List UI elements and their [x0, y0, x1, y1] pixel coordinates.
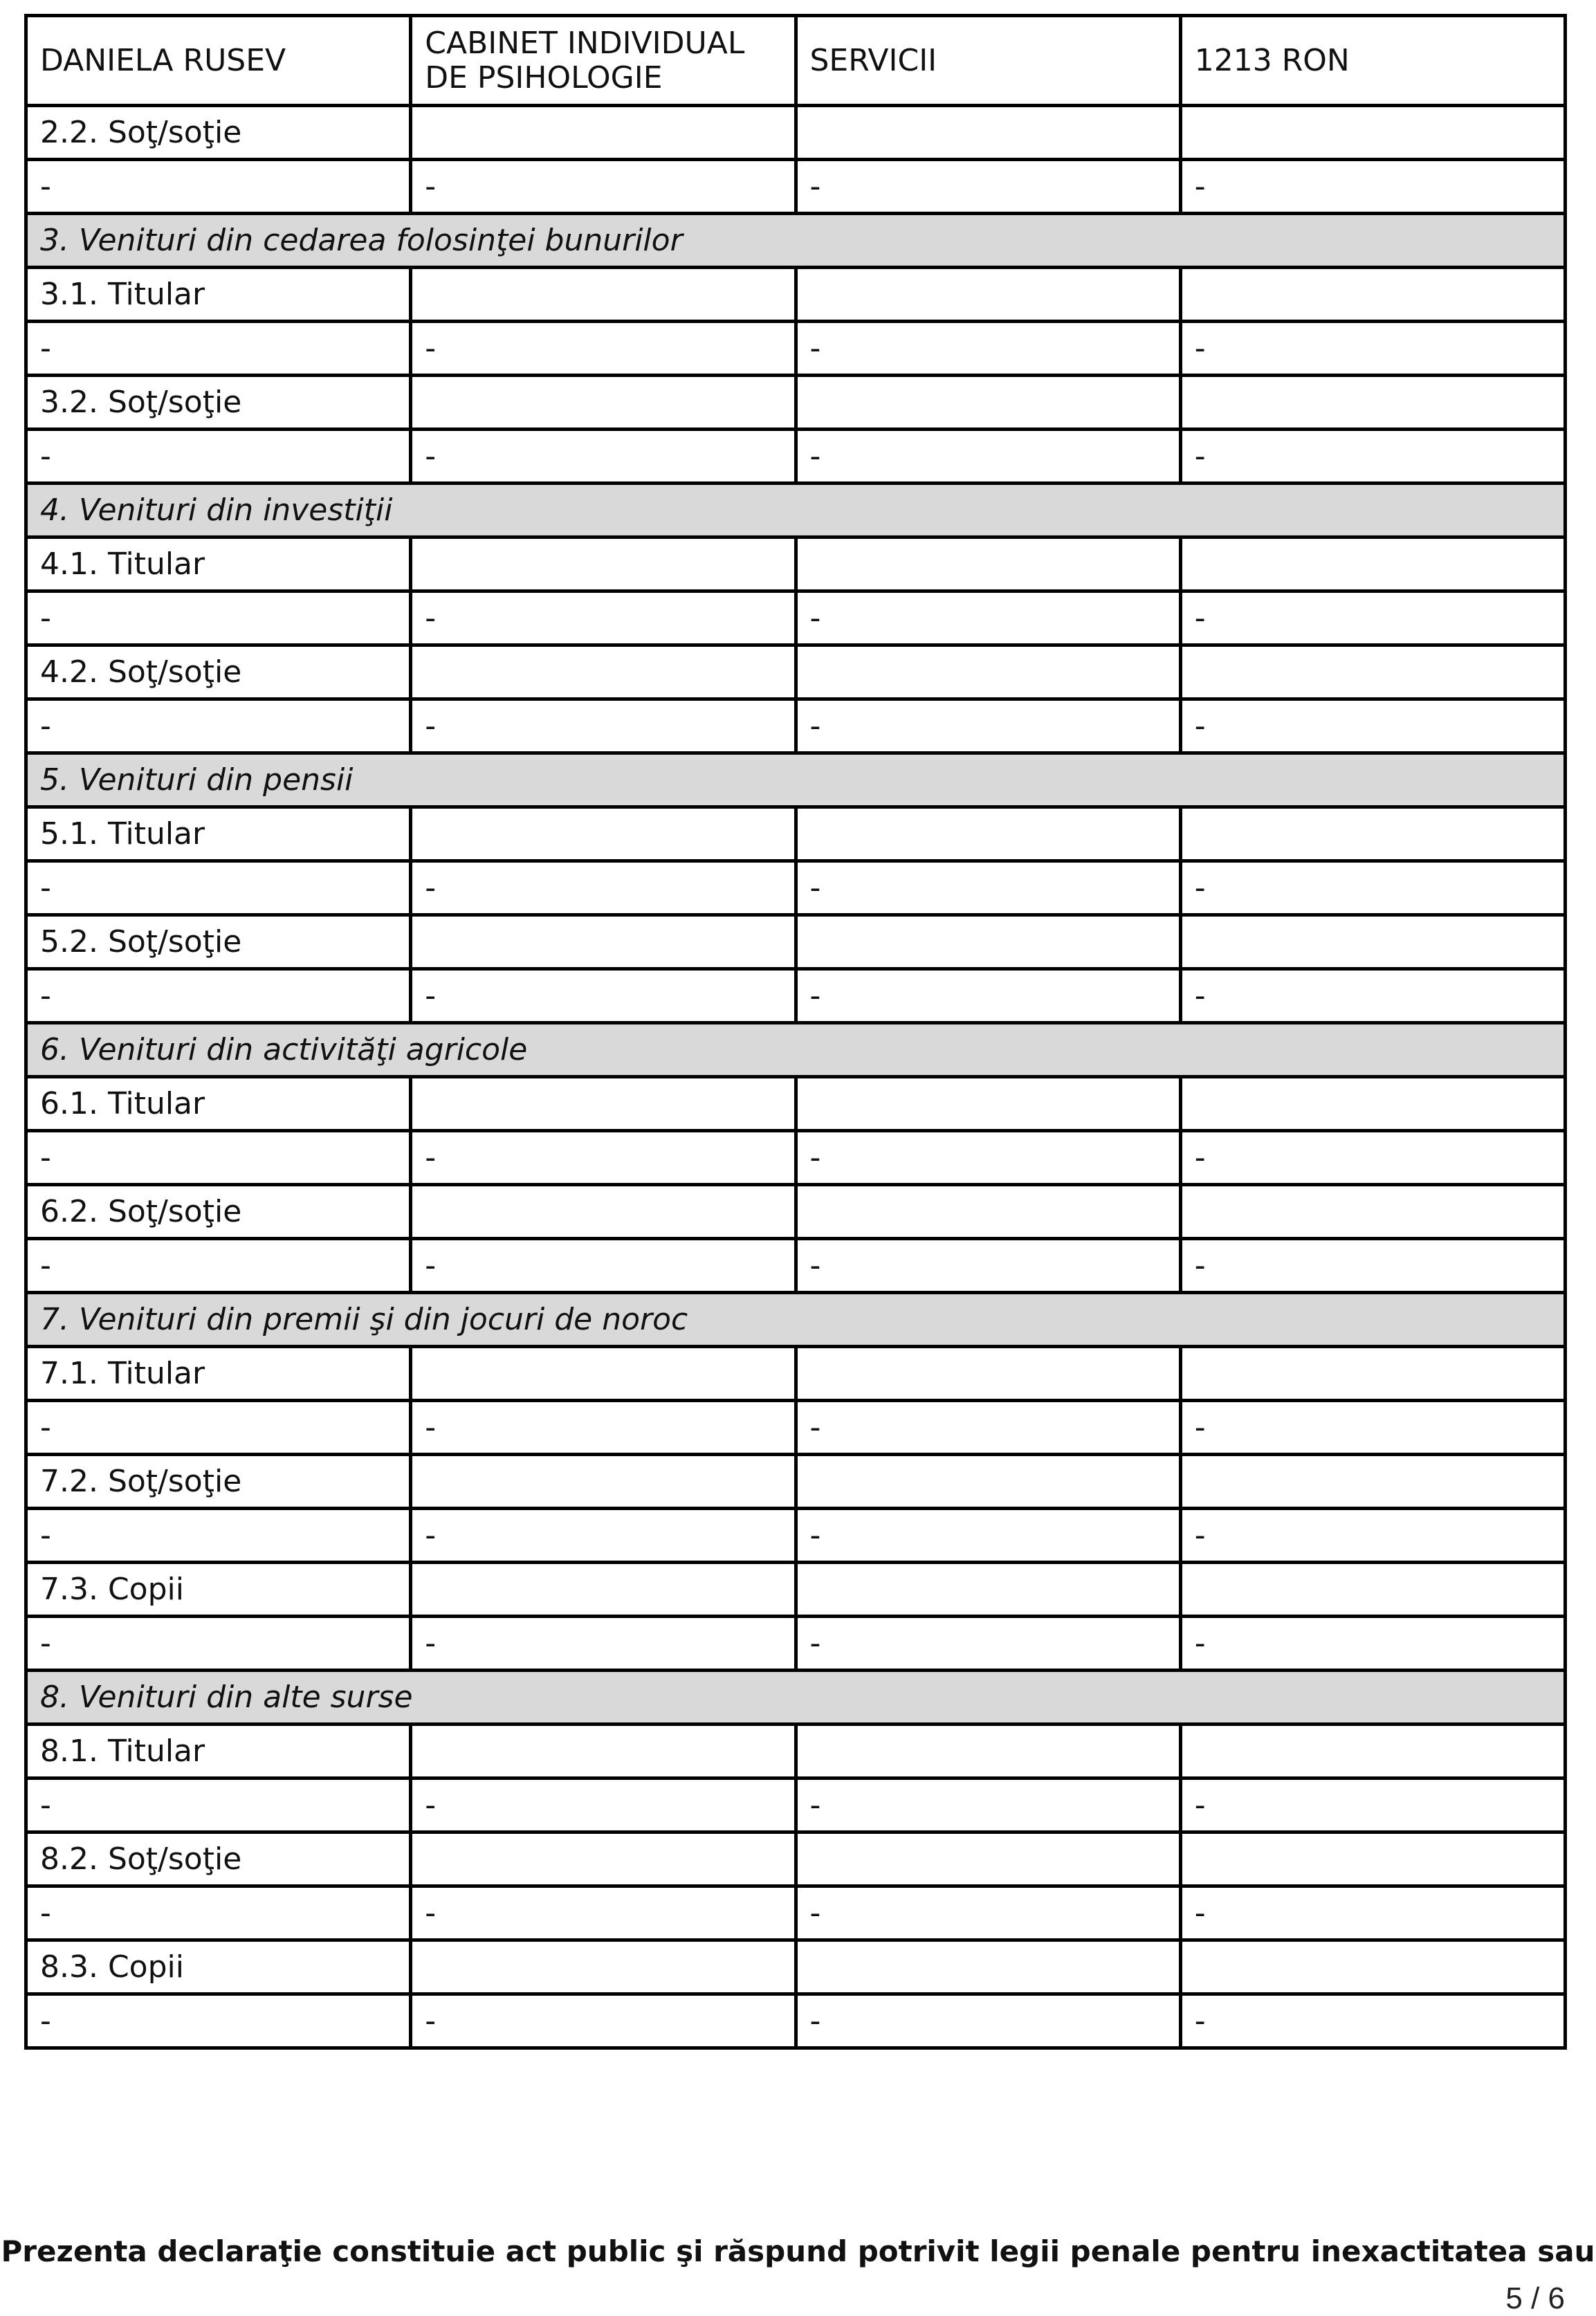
- empty-cell: [1180, 1347, 1565, 1401]
- table-cell: -: [26, 322, 411, 376]
- table-cell: -: [1180, 1131, 1565, 1185]
- empty-cell: [411, 106, 796, 160]
- table-cell: -: [411, 1239, 796, 1293]
- subsection-row: [26, 106, 1566, 160]
- empty-cell: [1180, 106, 1565, 160]
- empty-cell: [411, 645, 796, 699]
- empty-cell: [411, 807, 796, 861]
- table-cell: -: [26, 1509, 411, 1563]
- table-cell: -: [796, 1401, 1180, 1455]
- empty-cell: [411, 1940, 796, 1994]
- empty-cell: [411, 537, 796, 591]
- table-row: [26, 430, 1566, 484]
- subsection-label: 4.1. Titular: [26, 537, 411, 591]
- footer-statement: Prezenta declaraţie constituie act public şi răspund potrivit legii penale pentru inexactitatea sau: [1, 2234, 1595, 2268]
- subsection-row: [26, 1185, 1566, 1239]
- empty-cell: [411, 1563, 796, 1617]
- subsection-label: 2.2. Soţ/soţie: [26, 106, 411, 160]
- table-cell: -: [796, 1994, 1180, 2048]
- empty-cell: [796, 807, 1180, 861]
- section-title: 6. Venituri din activităţi agricole: [26, 1023, 1566, 1077]
- empty-cell: [411, 376, 796, 430]
- subsection-label: 5.1. Titular: [26, 807, 411, 861]
- subsection-label: 8.1. Titular: [26, 1725, 411, 1779]
- table-row: [26, 861, 1566, 915]
- empty-cell: [411, 268, 796, 322]
- page-number: 5 / 6: [1505, 2281, 1565, 2315]
- table-cell: -: [796, 1239, 1180, 1293]
- subsection-row: [26, 1077, 1566, 1131]
- table-row: [26, 1886, 1566, 1940]
- subsection-label: 8.3. Copii: [26, 1940, 411, 1994]
- table-cell: -: [796, 1886, 1180, 1940]
- empty-cell: [1180, 537, 1565, 591]
- table-cell: -: [796, 1779, 1180, 1832]
- empty-cell: [1180, 1185, 1565, 1239]
- empty-cell: [411, 1077, 796, 1131]
- table-cell: -: [1180, 1509, 1565, 1563]
- subsection-row: [26, 1832, 1566, 1886]
- table-cell: -: [1180, 1401, 1565, 1455]
- table-cell: -: [796, 1131, 1180, 1185]
- empty-cell: [411, 1347, 796, 1401]
- income-declaration-table: [24, 14, 1567, 2050]
- subsection-label: 7.1. Titular: [26, 1347, 411, 1401]
- empty-cell: [1180, 1725, 1565, 1779]
- table-row: [26, 160, 1566, 214]
- subsection-label: 3.1. Titular: [26, 268, 411, 322]
- subsection-label: 7.3. Copii: [26, 1563, 411, 1617]
- table-cell: -: [1180, 699, 1565, 753]
- table-cell: -: [1180, 1617, 1565, 1671]
- table-body: [26, 16, 1566, 2048]
- subsection-row: [26, 376, 1566, 430]
- empty-cell: [411, 1832, 796, 1886]
- empty-cell: [796, 915, 1180, 969]
- empty-cell: [411, 1455, 796, 1509]
- empty-cell: [1180, 1832, 1565, 1886]
- table-cell: -: [26, 1779, 411, 1832]
- section-header-row: [26, 1293, 1566, 1347]
- subsection-label: 4.2. Soţ/soţie: [26, 645, 411, 699]
- empty-cell: [1180, 268, 1565, 322]
- subsection-row: [26, 1725, 1566, 1779]
- table-header-row: [26, 16, 1566, 106]
- table-cell: -: [796, 861, 1180, 915]
- table-row: [26, 591, 1566, 645]
- table-cell: -: [1180, 160, 1565, 214]
- empty-cell: [796, 106, 1180, 160]
- table-cell: -: [796, 699, 1180, 753]
- header-cell-service: SERVICII: [796, 16, 1180, 106]
- subsection-row: [26, 807, 1566, 861]
- table-cell: -: [796, 969, 1180, 1023]
- table-cell: -: [796, 591, 1180, 645]
- table-cell: -: [1180, 1994, 1565, 2048]
- table-cell: -: [411, 1617, 796, 1671]
- subsection-row: [26, 537, 1566, 591]
- table-cell: -: [796, 160, 1180, 214]
- subsection-label: 3.2. Soţ/soţie: [26, 376, 411, 430]
- section-title: 4. Venituri din investiţii: [26, 484, 1566, 537]
- empty-cell: [1180, 915, 1565, 969]
- table-cell: -: [26, 430, 411, 484]
- table-cell: -: [26, 1617, 411, 1671]
- subsection-label: 6.2. Soţ/soţie: [26, 1185, 411, 1239]
- subsection-row: [26, 1455, 1566, 1509]
- empty-cell: [796, 1077, 1180, 1131]
- subsection-row: [26, 1940, 1566, 1994]
- table-row: [26, 1617, 1566, 1671]
- table-cell: -: [26, 699, 411, 753]
- empty-cell: [1180, 807, 1565, 861]
- empty-cell: [411, 1725, 796, 1779]
- table-cell: -: [1180, 322, 1565, 376]
- empty-cell: [796, 1725, 1180, 1779]
- section-title: 7. Venituri din premii şi din jocuri de noroc: [26, 1293, 1566, 1347]
- table-cell: -: [1180, 1779, 1565, 1832]
- table-cell: -: [26, 969, 411, 1023]
- section-header-row: [26, 214, 1566, 268]
- subsection-label: 6.1. Titular: [26, 1077, 411, 1131]
- table-cell: -: [1180, 591, 1565, 645]
- section-title: 8. Venituri din alte surse: [26, 1671, 1566, 1725]
- table-cell: -: [796, 430, 1180, 484]
- empty-cell: [796, 645, 1180, 699]
- subsection-label: 7.2. Soţ/soţie: [26, 1455, 411, 1509]
- table-cell: -: [411, 699, 796, 753]
- section-header-row: [26, 753, 1566, 807]
- table-cell: -: [411, 969, 796, 1023]
- subsection-row: [26, 268, 1566, 322]
- subsection-row: [26, 915, 1566, 969]
- table-row: [26, 322, 1566, 376]
- empty-cell: [1180, 1455, 1565, 1509]
- table-cell: -: [411, 1994, 796, 2048]
- header-cell-source: CABINET INDIVIDUAL DE PSIHOLOGIE: [411, 16, 796, 106]
- table-cell: -: [26, 160, 411, 214]
- subsection-row: [26, 1347, 1566, 1401]
- empty-cell: [796, 537, 1180, 591]
- section-header-row: [26, 1023, 1566, 1077]
- empty-cell: [796, 1185, 1180, 1239]
- table-cell: -: [411, 1509, 796, 1563]
- empty-cell: [796, 376, 1180, 430]
- table-cell: -: [411, 430, 796, 484]
- section-title: 3. Venituri din cedarea folosinţei bunurilor: [26, 214, 1566, 268]
- header-cell-amount: 1213 RON: [1180, 16, 1565, 106]
- table-cell: -: [26, 1239, 411, 1293]
- empty-cell: [1180, 376, 1565, 430]
- empty-cell: [796, 1832, 1180, 1886]
- table-row: [26, 1509, 1566, 1563]
- empty-cell: [1180, 1563, 1565, 1617]
- empty-cell: [1180, 645, 1565, 699]
- table-cell: -: [411, 160, 796, 214]
- table-cell: -: [796, 1617, 1180, 1671]
- table-cell: -: [26, 1886, 411, 1940]
- table-cell: -: [411, 1131, 796, 1185]
- table-cell: -: [1180, 1239, 1565, 1293]
- table-cell: -: [26, 1401, 411, 1455]
- subsection-label: 8.2. Soţ/soţie: [26, 1832, 411, 1886]
- empty-cell: [796, 1563, 1180, 1617]
- empty-cell: [411, 1185, 796, 1239]
- table-row: [26, 699, 1566, 753]
- section-title: 5. Venituri din pensii: [26, 753, 1566, 807]
- subsection-row: [26, 645, 1566, 699]
- table-cell: -: [26, 1994, 411, 2048]
- section-header-row: [26, 484, 1566, 537]
- header-cell-name: DANIELA RUSEV: [26, 16, 411, 106]
- empty-cell: [1180, 1077, 1565, 1131]
- table-row: [26, 969, 1566, 1023]
- table-cell: -: [26, 861, 411, 915]
- empty-cell: [411, 915, 796, 969]
- table-cell: -: [411, 591, 796, 645]
- subsection-row: [26, 1563, 1566, 1617]
- table-cell: -: [411, 322, 796, 376]
- subsection-label: 5.2. Soţ/soţie: [26, 915, 411, 969]
- table-cell: -: [411, 1779, 796, 1832]
- empty-cell: [796, 1940, 1180, 1994]
- table-cell: -: [26, 1131, 411, 1185]
- table-cell: -: [1180, 969, 1565, 1023]
- table-cell: -: [796, 1509, 1180, 1563]
- table-cell: -: [411, 1886, 796, 1940]
- empty-cell: [1180, 1940, 1565, 1994]
- table-cell: -: [26, 591, 411, 645]
- table-row: [26, 1401, 1566, 1455]
- table-row: [26, 1239, 1566, 1293]
- table-cell: -: [1180, 1886, 1565, 1940]
- empty-cell: [796, 1347, 1180, 1401]
- empty-cell: [796, 268, 1180, 322]
- table-cell: -: [411, 1401, 796, 1455]
- table-row: [26, 1994, 1566, 2048]
- empty-cell: [796, 1455, 1180, 1509]
- table-cell: -: [1180, 430, 1565, 484]
- section-header-row: [26, 1671, 1566, 1725]
- table-cell: -: [796, 322, 1180, 376]
- table-cell: -: [411, 861, 796, 915]
- table-row: [26, 1779, 1566, 1832]
- table-row: [26, 1131, 1566, 1185]
- table-cell: -: [1180, 861, 1565, 915]
